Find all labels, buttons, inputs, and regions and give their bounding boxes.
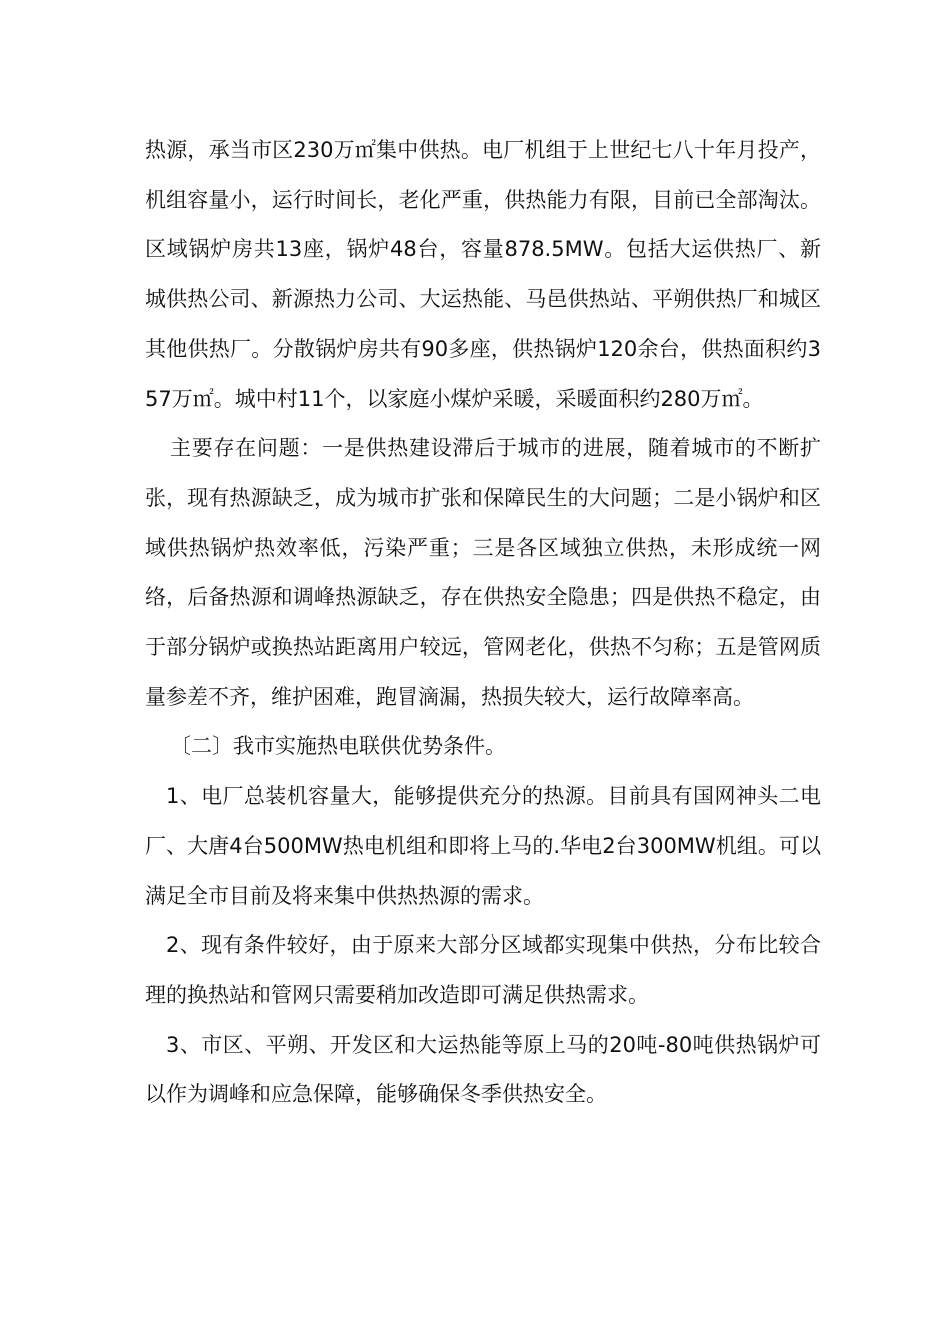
- paragraph-advantage-1: 1、电厂总装机容量大，能够提供充分的热源。目前具有国网神头二电厂、大唐4台500MW热电机组和即将上马的.华电2台300MW机组。可以满足全市目前及将来集中供热热源的需求。: [145, 784, 821, 908]
- paragraph-advantage-2: 2、现有条件较好，由于原来大部分区域都实现集中供热，分布比较合理的换热站和管网只需要稍加改造即可满足供热需求。: [145, 933, 821, 1007]
- paragraph-main-problems: 主要存在问题：一是供热建设滞后于城市的进展，随着城市的不断扩张，现有热源缺乏，成为城市扩张和保障民生的大问题；二是小锅炉和区域供热锅炉热效率低，污染严重；三是各区域独立供热，未形成统一网络，后备热源和调峰热源缺乏，存在供热安全隐患；四是供热不稳定，由于部分锅炉或换热站距离用户较远，管网老化，供热不匀称；五是管网质量参差不齐，维护困难，跑冒滴漏，热损失较大，运行故障率高。: [145, 436, 821, 709]
- paragraph-advantage-3: 3、市区、平朔、开发区和大运热能等原上马的20吨-80吨供热锅炉可以作为调峰和应急保障，能够确保冬季供热安全。: [145, 1032, 821, 1107]
- paragraph-heat-sources: 热源，承当市区230万㎡集中供热。电厂机组于上世纪七八十年月投产，机组容量小，运行时间长，老化严重，供热能力有限，目前已全部淘汰。区域锅炉房共13座，锅炉48台，容量878.5MW。包括大运供热厂、新城供热公司、新源热力公司、大运热能、马邑供热站、平朔供热厂和城区其他供热厂。分散锅炉房共有90多座，供热锅炉120余台，供热面积约357万㎡。城中村11个，以家庭小煤炉采暖，采暖面积约280万㎡。: [145, 138, 821, 411]
- document-body: [145, 126, 821, 1120]
- section-heading-advantages: 〔二〕我市实施热电联供优势条件。: [170, 734, 506, 759]
